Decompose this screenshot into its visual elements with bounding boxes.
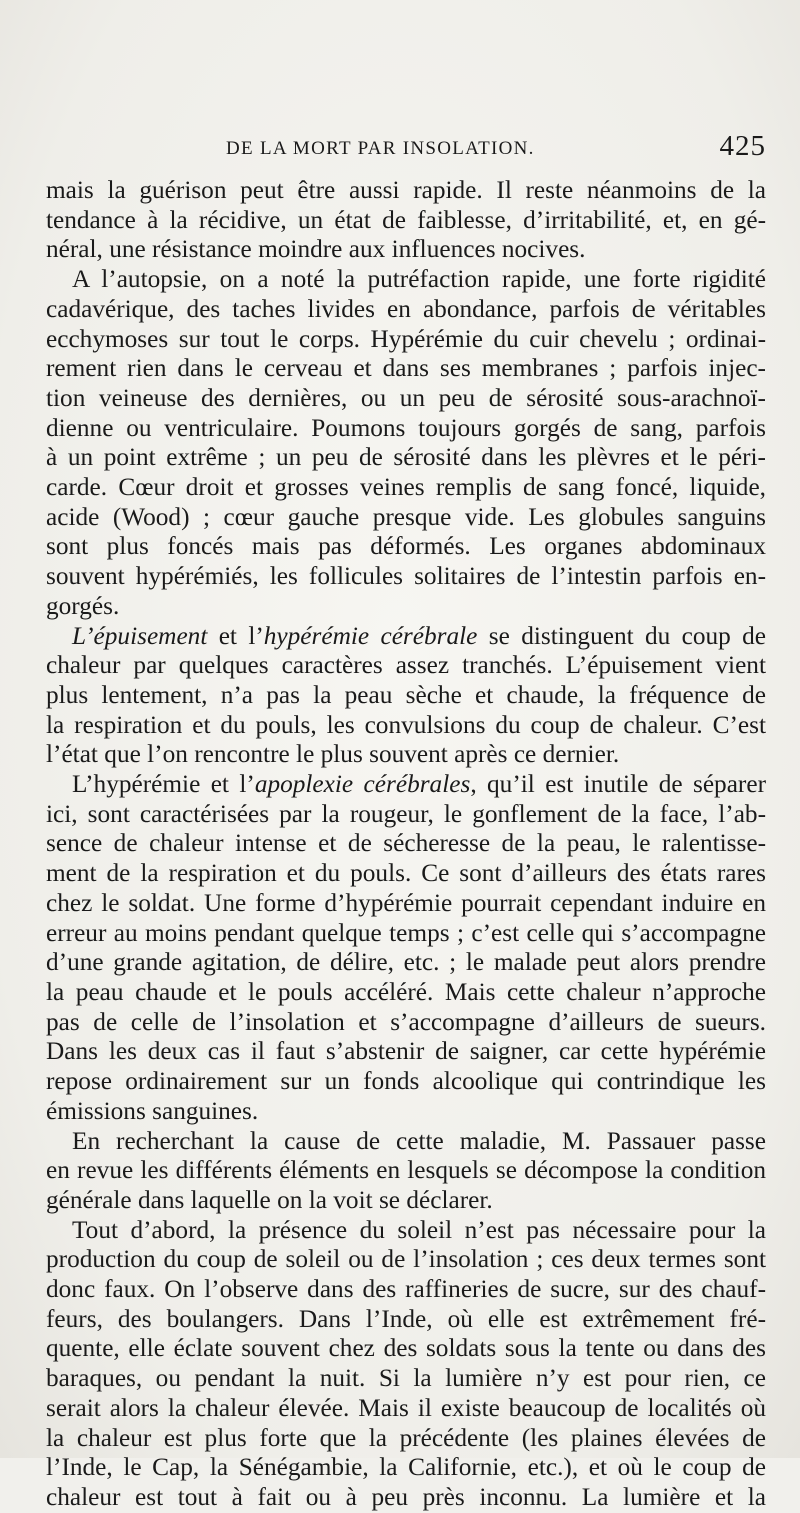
text-line: Dans les deux cas il faut s’abstenir de saigner, car cette hypérémie	[46, 1037, 766, 1066]
text-line: en revue les différents éléments en lesquels se décompose la condition	[46, 1156, 766, 1185]
text-line: donc faux. On l’observe dans des raffineries de sucre, sur des chauf-	[46, 1275, 766, 1304]
italic-term: hypérémie cérébrale	[263, 621, 478, 650]
text-line: la peau chaude et le pouls accéléré. Mais cette chaleur n’approche	[46, 977, 766, 1006]
text-line: dienne ou ventriculaire. Poumons toujours gorgés de sang, parfois	[46, 413, 766, 442]
text-segment: L’hypérémie et l’	[72, 770, 255, 799]
text-line: A l’autopsie, on a noté la putréfaction rapide, une forte rigidité	[72, 265, 766, 294]
text-line: d’une grande agitation, de délire, etc. ; le malade peut alors prendre	[46, 948, 766, 977]
text-line: ecchymoses sur tout le corps. Hypérémie du cuir chevelu ; ordinai-	[46, 324, 766, 353]
running-title: DE LA MORT PAR INSOLATION.	[226, 138, 535, 159]
text-line: ment de la respiration et du pouls. Ce sont d’ailleurs des états rares	[46, 859, 766, 888]
text-line: rement rien dans le cerveau et dans ses membranes ; parfois injec-	[46, 354, 766, 383]
text-line: erreur au moins pendant quelque temps ; c’est celle qui s’accompagne	[46, 918, 766, 947]
text-line: sence de chaleur intense et de sécheresse de la peau, le ralentisse-	[46, 829, 766, 858]
text-line-mixed	[46, 622, 766, 652]
text-line: l’Inde, le Cap, la Sénégambie, la Californie, etc.), et où le coup de	[46, 1453, 766, 1482]
text-line: quente, elle éclate souvent chez des soldats sous la tente ou dans des	[46, 1334, 766, 1363]
page-number: 425	[719, 130, 766, 162]
text-line: souvent hypérémiés, les follicules solitaires de l’intestin parfois en-	[46, 562, 766, 591]
body-text	[46, 176, 766, 1513]
text-line: serait alors la chaleur élevée. Mais il existe beaucoup de localités où	[46, 1393, 766, 1422]
text-line: tion veineuse des dernières, ou un peu de sérosité sous-arachnoï-	[46, 383, 766, 412]
text-line: l’état que l’on rencontre le plus souvent après ce dernier.	[46, 740, 620, 769]
text-line: baraques, ou pendant la nuit. Si la lumière n’y est pour rien, ce	[46, 1364, 766, 1393]
text-line: sont plus foncés mais pas déformés. Les organes abdominaux	[46, 532, 766, 561]
text-line: tendance à la récidive, un état de faiblesse, d’irritabilité, et, en gé-	[46, 205, 766, 234]
text-line: Tout d’abord, la présence du soleil n’est pas nécessaire pour la	[72, 1215, 766, 1244]
text-line: production du coup de soleil ou de l’insolation ; ces deux termes sont	[46, 1245, 766, 1274]
italic-term: L’épuisement	[72, 621, 208, 650]
text-line: gorgés.	[46, 591, 120, 620]
text-line: chaleur est tout à fait ou à peu près inconnu. La lumière et la	[46, 1482, 766, 1511]
text-line: chez le soldat. Une forme d’hypérémie pourrait cependant induire en	[46, 888, 766, 917]
italic-term: apoplexie cérébrales	[254, 770, 471, 799]
text-line: à un point extrême ; un peu de sérosité dans les plèvres et le péri-	[46, 443, 766, 472]
text-line: plus lentement, n’a pas la peau sèche et chaude, la fréquence de	[46, 680, 766, 709]
text-line-mixed	[46, 770, 766, 800]
text-line: mais la guérison peut être aussi rapide. Il reste néanmoins de la	[46, 176, 766, 204]
text-line: pas de celle de l’insolation et s’accompagne d’ailleurs de sueurs.	[46, 1007, 766, 1036]
text-segment: et l’	[207, 621, 264, 650]
text-line: carde. Cœur droit et grosses veines remplis de sang foncé, liquide,	[46, 473, 766, 502]
text-line: générale dans laquelle on la voit se déclarer.	[46, 1185, 493, 1214]
text-line: repose ordinairement sur un fonds alcoolique qui contrindique les	[46, 1067, 766, 1096]
running-head	[46, 130, 766, 170]
text-line: chaleur par quelques caractères assez tranchés. L’épuisement vient	[46, 651, 766, 680]
text-line: En recherchant la cause de cette maladie, M. Passauer passe	[72, 1126, 766, 1155]
text-line: la respiration et du pouls, les convulsions du coup de chaleur. C’est	[46, 710, 766, 739]
text-line: néral, une résistance moindre aux influences nocives.	[46, 235, 586, 264]
text-segment: se distinguent du coup de	[477, 621, 767, 650]
text-line: acide (Wood) ; cœur gauche presque vide. Les globules sanguins	[46, 502, 766, 531]
text-line: cadavérique, des taches livides en abondance, parfois de véritables	[46, 294, 766, 323]
text-line: ici, sont caractérisées par la rougeur, le gonflement de la face, l’ab-	[46, 799, 766, 828]
text-line: émissions sanguines.	[46, 1096, 259, 1125]
text-line: feurs, des boulangers. Dans l’Inde, où elle est extrêmement fré-	[46, 1304, 766, 1333]
text-segment: , qu’il est inutile de séparer	[470, 770, 766, 799]
text-line: la chaleur est plus forte que la précédente (les plaines élevées de	[46, 1423, 766, 1452]
